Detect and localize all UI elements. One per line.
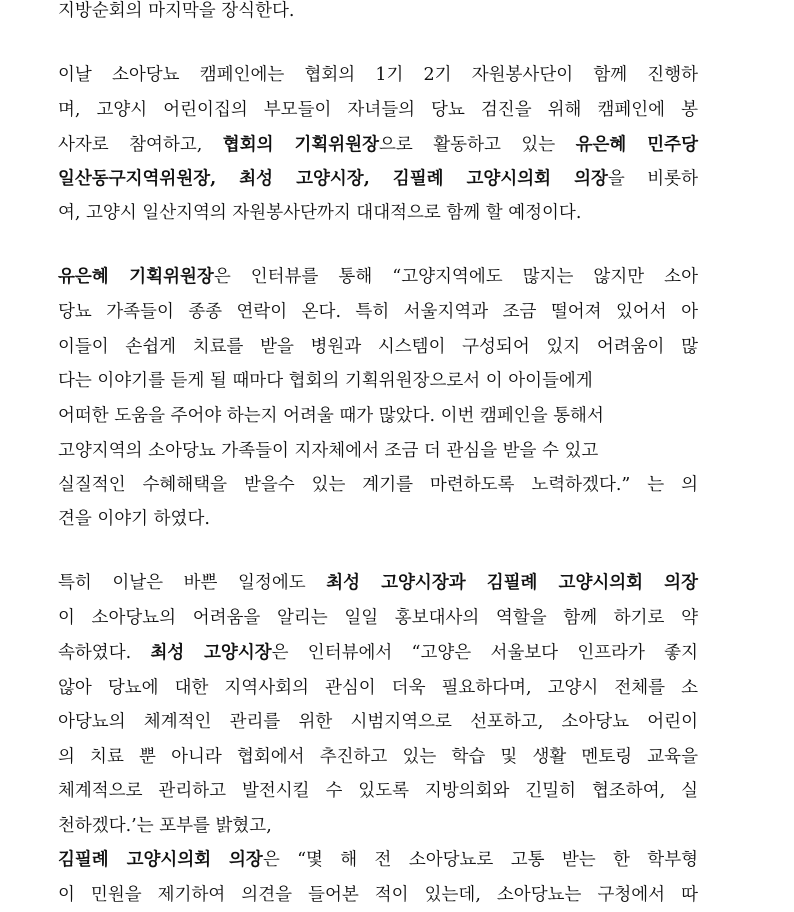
text-segment: 은 인터뷰에서 “고양은 서울보다 인프라가 좋지 (271, 643, 698, 663)
text-segment: 이날 소아당뇨 캠페인에는 협회의 1기 2기 자원봉사단이 함께 진행하 (58, 65, 698, 85)
text-segment: 이들이 손쉽게 치료를 받을 병원과 시스템이 구성되어 있지 어려움이 많 (58, 337, 698, 357)
paragraph-line (58, 671, 698, 705)
paragraph-line (58, 399, 604, 433)
paragraph-line (58, 636, 698, 670)
text-segment: 실질적인 수혜해택을 받을수 있는 계기를 마련하도록 노력하겠다.” 는 의 (58, 475, 698, 495)
paragraph-line (58, 740, 698, 774)
paragraph-line (58, 58, 698, 92)
bold-text-segment: 김필례 고양시의회 의장 (58, 850, 263, 870)
text-segment: 이 민원을 제기하여 의견을 들어본 적이 있는데, 소아당뇨는 구청에서 따 (58, 885, 698, 905)
text-segment: 며, 고양시 어린이집의 부모들이 자녀들의 당뇨 검진을 위해 캠페인에 봉 (58, 100, 698, 120)
paragraph-line (58, 468, 698, 502)
paragraph-line (58, 128, 698, 162)
paragraph-line (58, 502, 210, 536)
paragraph-line (58, 364, 593, 398)
paragraph-line (58, 705, 698, 739)
paragraph-line (58, 0, 294, 28)
text-segment: 다는 이야기를 듣게 될 때마다 협회의 기획위원장으로서 이 아이들에게 (58, 371, 593, 391)
paragraph-line (58, 566, 698, 600)
paragraph-line (58, 196, 581, 230)
paragraph-line (58, 260, 698, 294)
paragraph-line (58, 295, 698, 329)
text-segment: 은 인터뷰를 통해 “고양지역에도 많지는 않지만 소아 (213, 267, 698, 287)
paragraph-line (58, 843, 698, 877)
text-segment: 어떠한 도움을 주어야 하는지 어려울 때가 많았다. 이번 캠페인을 통해서 (58, 406, 604, 426)
paragraph-line (58, 878, 698, 912)
text-segment: 지방순회의 마지막을 장식한다. (58, 1, 295, 21)
text-segment: 을 비롯하 (607, 169, 698, 189)
text-segment: 은 “몇 해 전 소아당뇨로 고통 받는 한 학부형 (262, 850, 698, 870)
bold-text-segment: 유은혜 민주당 (575, 135, 698, 155)
text-segment: 속하였다. (58, 643, 151, 663)
text-segment: 고양지역의 소아당뇨 가족들이 지자체에서 조금 더 관심을 받을 수 있고 (58, 441, 599, 461)
text-segment: 으로 활동하고 있는 (379, 135, 576, 155)
bold-text-segment: 최성 고양시장과 김필례 고양시의회 의장 (326, 573, 698, 593)
text-segment: 당뇨 가족들이 종종 연락이 온다. 특히 서울지역과 조금 떨어져 있어서 아 (58, 302, 698, 322)
paragraph-line (58, 601, 698, 635)
text-segment: 이 소아당뇨의 어려움을 알리는 일일 홍보대사의 역할을 함께 하기로 약 (58, 608, 698, 628)
paragraph-line (58, 434, 598, 468)
paragraph-line (58, 330, 698, 364)
bold-text-segment: 협회의 기획위원장 (222, 135, 380, 155)
bold-text-segment: 유은혜 기획위원장 (58, 267, 214, 287)
bold-text-segment: 일산동구지역위원장, 최성 고양시장, 김필례 고양시의회 의장 (58, 169, 608, 189)
text-segment: 천하겠다.’는 포부를 밝혔고, (58, 816, 272, 836)
text-segment: 의 치료 뿐 아니라 협회에서 추진하고 있는 학습 및 생활 멘토링 교육을 (58, 747, 698, 767)
bold-text-segment: 최성 고양시장 (150, 643, 272, 663)
text-segment: 않아 당뇨에 대한 지역사회의 관심이 더욱 필요하다며, 고양시 전체를 소 (58, 678, 698, 698)
text-segment: 여, 고양시 일산지역의 자원봉사단까지 대대적으로 함께 할 예정이다. (58, 203, 582, 223)
text-segment: 체계적으로 관리하고 발전시킬 수 있도록 지방의회와 긴밀히 협조하여, 실 (58, 781, 698, 801)
paragraph-line (58, 162, 698, 196)
paragraph-line (58, 774, 698, 808)
paragraph-line (58, 93, 698, 127)
paragraph-line (58, 809, 272, 843)
text-segment: 아당뇨의 체계적인 관리를 위한 시범지역으로 선포하고, 소아당뇨 어린이 (58, 712, 698, 732)
text-segment: 견을 이야기 하였다. (58, 509, 210, 529)
text-segment: 사자로 참여하고, (58, 135, 223, 155)
text-segment: 특히 이날은 바쁜 일정에도 (58, 573, 327, 593)
